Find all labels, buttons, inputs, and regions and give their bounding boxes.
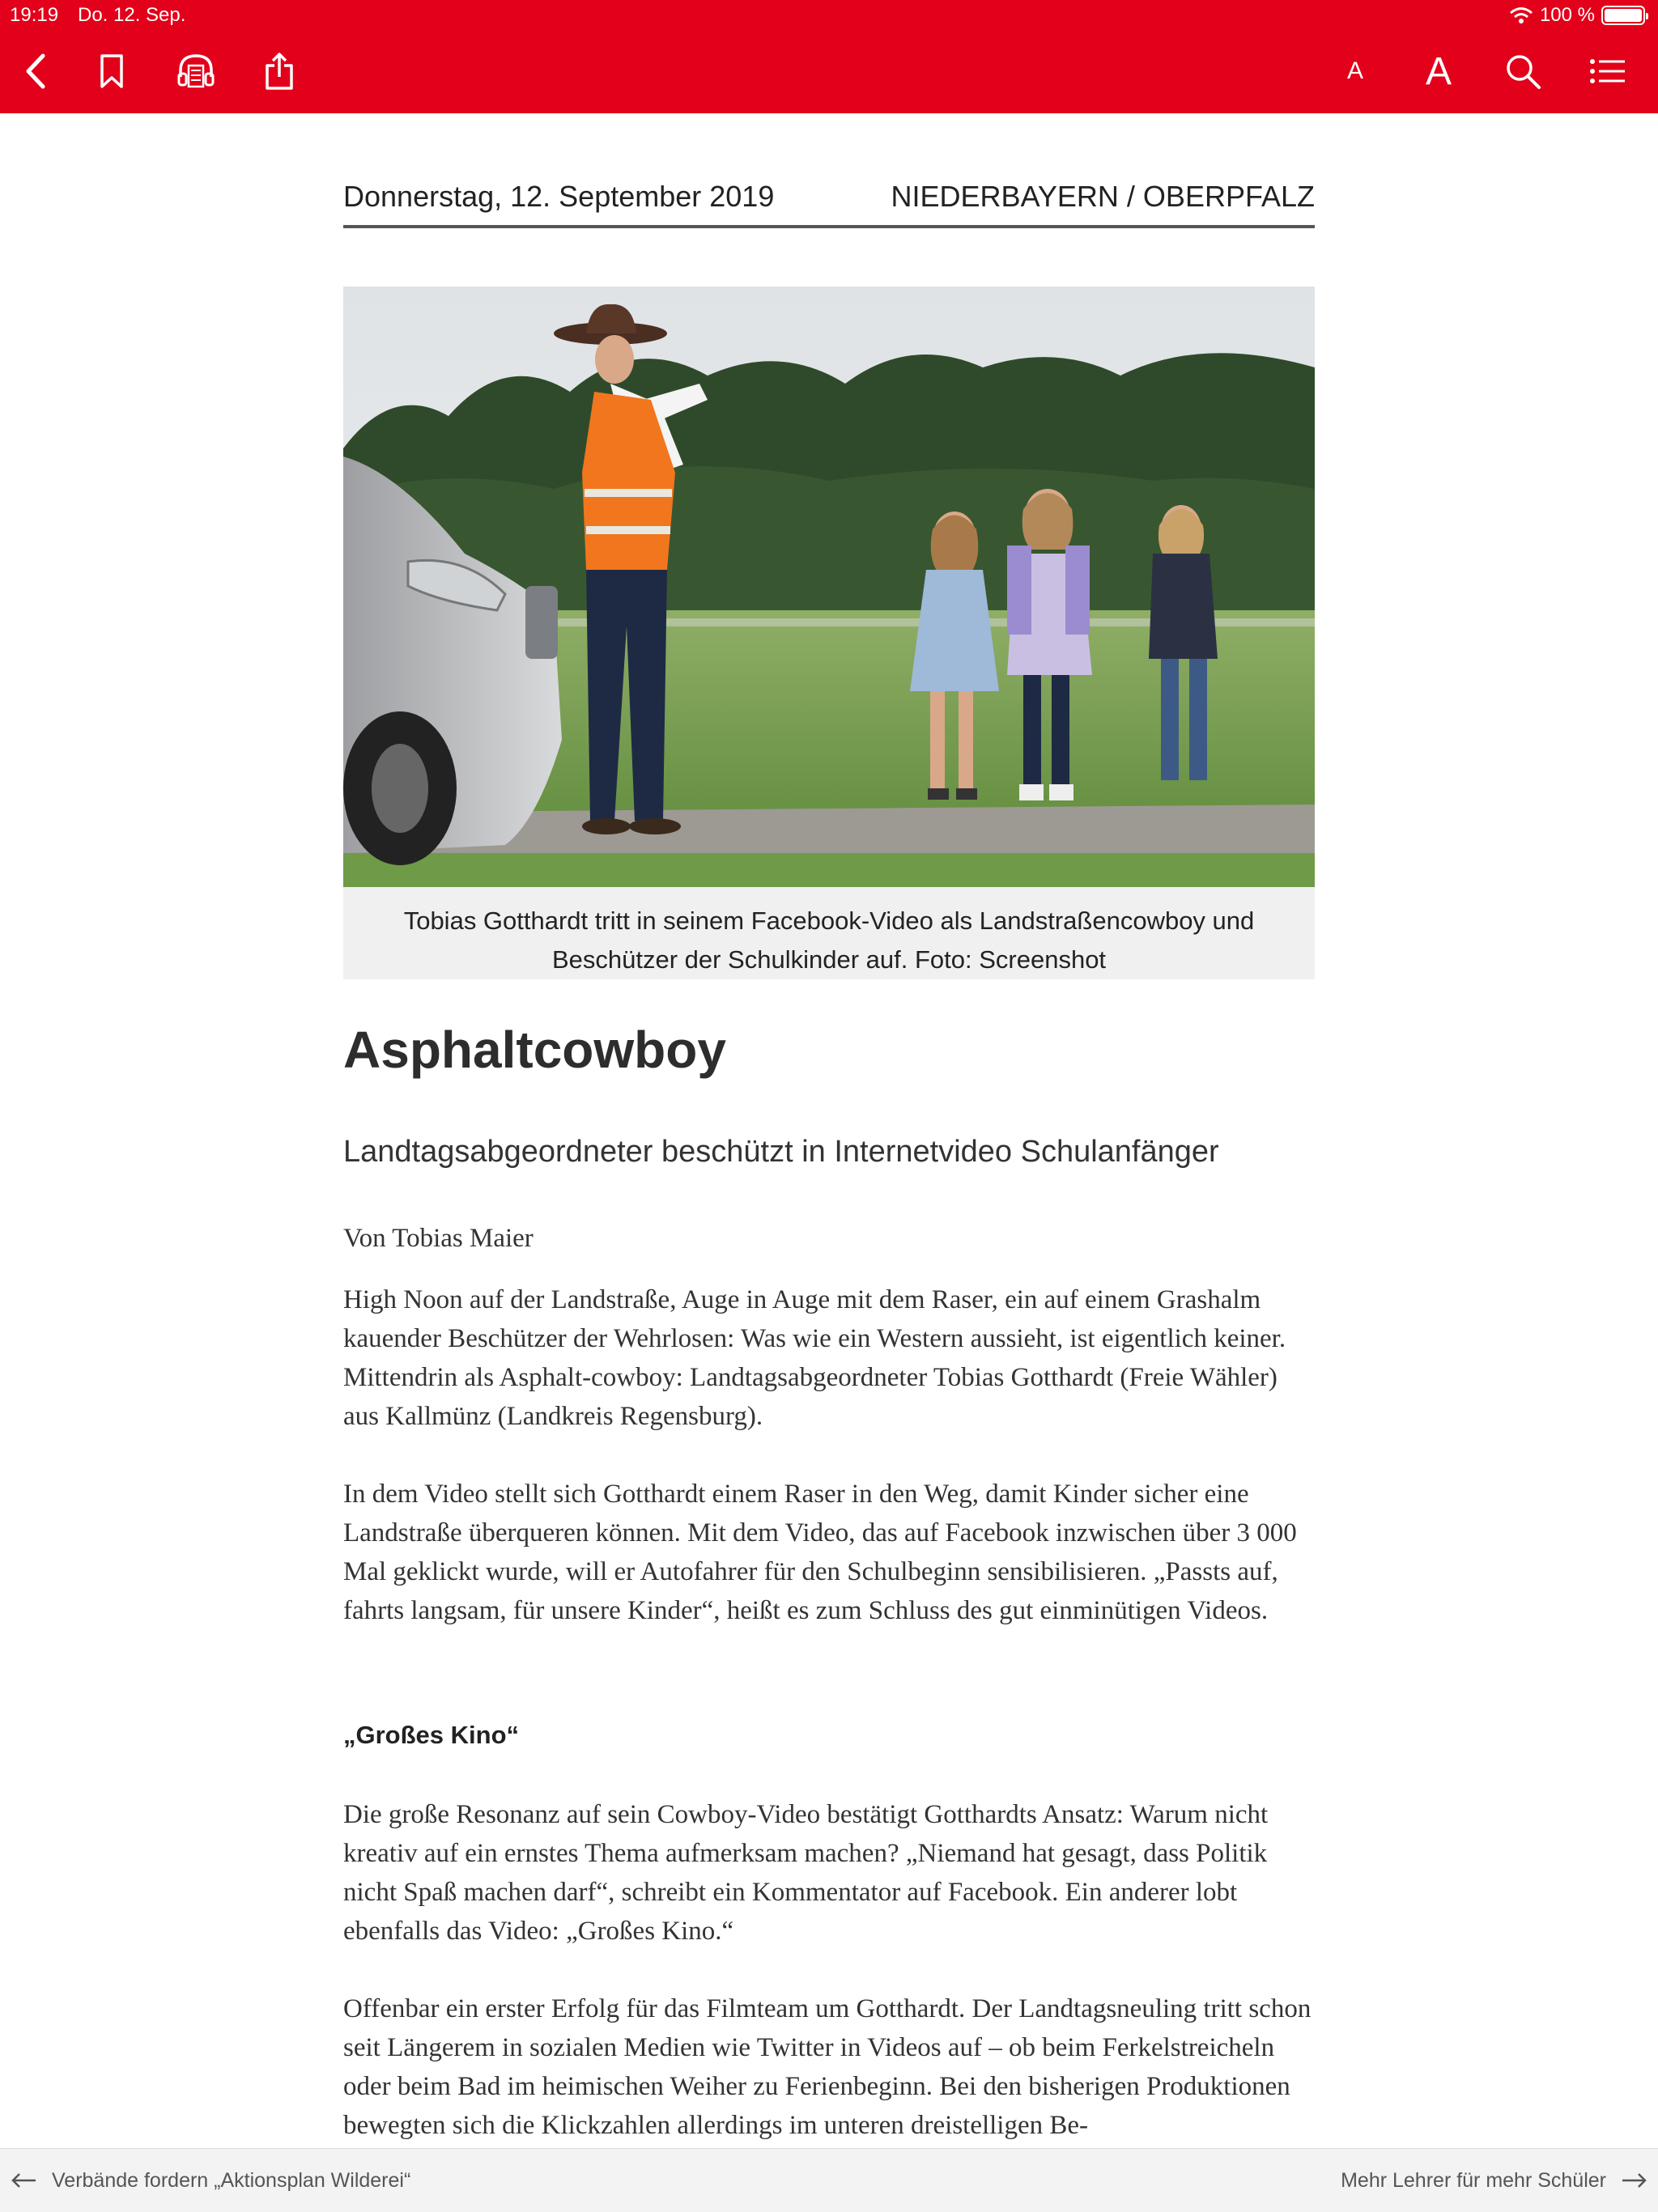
audio-button[interactable] (172, 45, 220, 97)
dateline (343, 180, 1315, 228)
article-photo[interactable] (343, 287, 1315, 887)
photo-caption: Tobias Gotthardt tritt in seinem Facebook-Video als Landstraßencowboy und Beschützer der Schulkinder auf. Foto: Screenshot (343, 887, 1315, 979)
bookmark-icon (99, 53, 125, 89)
bookmark-button[interactable] (91, 45, 133, 97)
article-paragraph: In dem Video stellt sich Gotthardt einem Raser in den Weg, damit Kinder sicher eine Landstraße überqueren können. Mit dem Video, das auf Facebook inzwischen über 3 000 Mal geklickt wurde, will er Autofahrer für den Schulbeginn sensibilisieren. „Passts auf, fahrts langsam, für unsere Kinder“, heißt es zum Schluss des gut einminütigen Videos. (343, 1480, 1297, 1625)
article-paragraph: High Noon auf der Landstraße, Auge in Auge mit dem Raser, ein auf einem Grashalm kauender Beschützer der Wehrlosen: Was wie ein Western aussieht, ist eigentlich keiner. Mittendrin als Asphalt-cowboy: Landtagsabgeordneter Tobias Gotthardt (Freie Wähler) aus Kallmünz (Landkreis Regensburg). (343, 1285, 1286, 1431)
article-subheadline: Landtagsabgeordneter beschützt in Internetvideo Schulanfänger (343, 1135, 1219, 1169)
font-increase-button[interactable]: A (1425, 49, 1452, 93)
previous-article-link[interactable] (11, 2149, 410, 2212)
article-navigation-bar (0, 2148, 1658, 2212)
arrow-left-icon (11, 2172, 37, 2189)
article-section: NIEDERBAYERN / OBERPFALZ (891, 180, 1315, 213)
status-date: Do. 12. Sep. (78, 4, 186, 26)
wifi-icon (1509, 6, 1533, 24)
arrow-right-icon (1621, 2172, 1647, 2189)
status-bar (0, 0, 1658, 32)
next-article-link[interactable] (1341, 2149, 1647, 2212)
article-headline: Asphaltcowboy (343, 1021, 726, 1079)
list-icon (1589, 57, 1626, 85)
search-button[interactable] (1501, 45, 1545, 97)
top-toolbar (0, 0, 1658, 113)
next-article-label: Mehr Lehrer für mehr Schüler (1341, 2168, 1606, 2192)
previous-article-label: Verbände fordern „Aktionsplan Wilderei“ (52, 2168, 411, 2192)
article-date: Donnerstag, 12. September 2019 (343, 180, 775, 213)
headphones-icon (176, 53, 216, 90)
font-decrease-button[interactable]: A (1346, 57, 1363, 84)
battery-percent: 100 % (1539, 4, 1595, 26)
back-button[interactable] (11, 45, 60, 97)
contents-button[interactable] (1585, 45, 1630, 97)
status-time: 19:19 (10, 4, 59, 26)
status-right (1509, 4, 1645, 27)
article-author: Von Tobias Maier (343, 1224, 534, 1253)
photo-illustration (343, 287, 1315, 887)
back-chevron-icon (23, 53, 48, 90)
battery-icon (1601, 6, 1645, 25)
article-crosshead: „Großes Kino“ (343, 1721, 520, 1749)
article-paragraph: Die große Resonanz auf sein Cowboy-Video bestätigt Gotthardts Ansatz: Warum nicht kreativ auf ein ernstes Thema aufmerksam machen? „Niemand hat gesagt, dass Politik nicht Spaß machen darf“, schreibt ein Kommentator auf Facebook. Ein anderer lobt ebenfalls das Video: „Großes Kino.“ (343, 1800, 1269, 1946)
search-icon (1504, 53, 1541, 90)
share-icon (264, 51, 295, 91)
article-paragraph: Offenbar ein erster Erfolg für das Filmteam um Gotthardt. Der Landtagsneuling tritt schon seit Längerem in sozialen Medien wie Twitter in Videos auf – ob beim Ferkelstreicheln oder beim Bad im heimischen Weiher zu Ferienbeginn. Bei den bisherigen Produktionen bewegten sich die Klickzahlen allerdings im unteren dreistelligen Be- (343, 1994, 1312, 2140)
share-button[interactable] (257, 45, 301, 97)
